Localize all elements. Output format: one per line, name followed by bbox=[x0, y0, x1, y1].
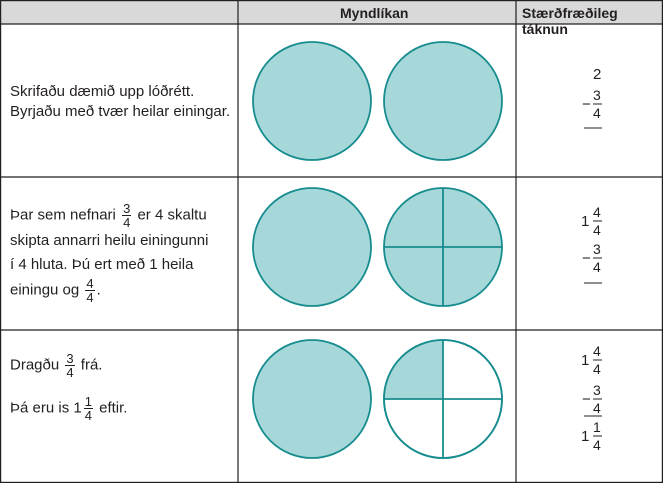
row2-instruction bbox=[10, 202, 208, 304]
row2-line3: í 4 hluta. Þú ert með 1 heila bbox=[10, 256, 194, 273]
whole-circle-r3 bbox=[253, 340, 371, 458]
header-col2: Myndlíkan bbox=[340, 5, 409, 21]
row1-line2: Byrjaðu með tvær heilar einingar. bbox=[10, 103, 231, 120]
row3-line2: Þá eru is 1 $\frac{1}{4}$ eftir. bbox=[10, 394, 128, 423]
fraction-four-quarters: $\frac{4}{4}$ bbox=[86, 276, 94, 305]
math-r3-top-num: 4 bbox=[593, 343, 601, 359]
math-r1-top: 2 bbox=[593, 66, 602, 83]
fraction-three-quarters: $\frac{3}{4}$ bbox=[66, 351, 74, 380]
math-r2-top-num: 4 bbox=[593, 204, 601, 220]
whole-circle-r1-b bbox=[384, 42, 502, 160]
fraction-one-quarter: $\frac{1}{4}$ bbox=[84, 394, 92, 423]
math-r1-sub-den: 4 bbox=[593, 105, 601, 121]
math-r3-sub-num: 3 bbox=[593, 382, 601, 398]
quartered-circle-r2 bbox=[384, 188, 502, 306]
row2-line2: skipta annarri heilu einingunni bbox=[10, 232, 209, 249]
math-r1-minus: − bbox=[582, 96, 591, 113]
math-r3-result-num: 1 bbox=[593, 419, 601, 435]
math-r2-top-den: 4 bbox=[593, 222, 601, 238]
math-r3-top-den: 4 bbox=[593, 361, 601, 377]
math-r3-result-whole: 1 bbox=[581, 428, 590, 445]
row1-line1: Skrifaðu dæmið upp lóðrétt. bbox=[10, 83, 195, 100]
row2-line1: Þar sem nefnari $\frac{3}{4}$ er 4 skaltu bbox=[10, 201, 207, 230]
math-r3-whole: 1 bbox=[581, 352, 590, 369]
math-r2-minus: − bbox=[582, 250, 591, 267]
fraction-three-quarters: $\frac{3}{4}$ bbox=[123, 201, 131, 230]
remaining-quarter-circle-r3 bbox=[384, 340, 502, 458]
math-r3-minus: − bbox=[582, 391, 591, 408]
row3-line1: Dragðu $\frac{3}{4}$ frá. bbox=[10, 351, 103, 380]
whole-circle-r2 bbox=[253, 188, 371, 306]
header-col3: Stærðfræðileg táknun bbox=[522, 5, 618, 37]
math-r1-sub-num: 3 bbox=[593, 87, 601, 103]
math-r3-result-den: 4 bbox=[593, 437, 601, 453]
math-r2-sub-den: 4 bbox=[593, 259, 601, 275]
math-r3-sub-den: 4 bbox=[593, 400, 601, 416]
math-r2-sub-num: 3 bbox=[593, 241, 601, 257]
whole-circle-r1-a bbox=[253, 42, 371, 160]
row1-instruction bbox=[10, 82, 230, 122]
math-r2-whole: 1 bbox=[581, 213, 590, 230]
row3-instruction bbox=[10, 352, 127, 422]
row2-line4: einingu og $\frac{4}{4}$ . bbox=[10, 276, 101, 305]
